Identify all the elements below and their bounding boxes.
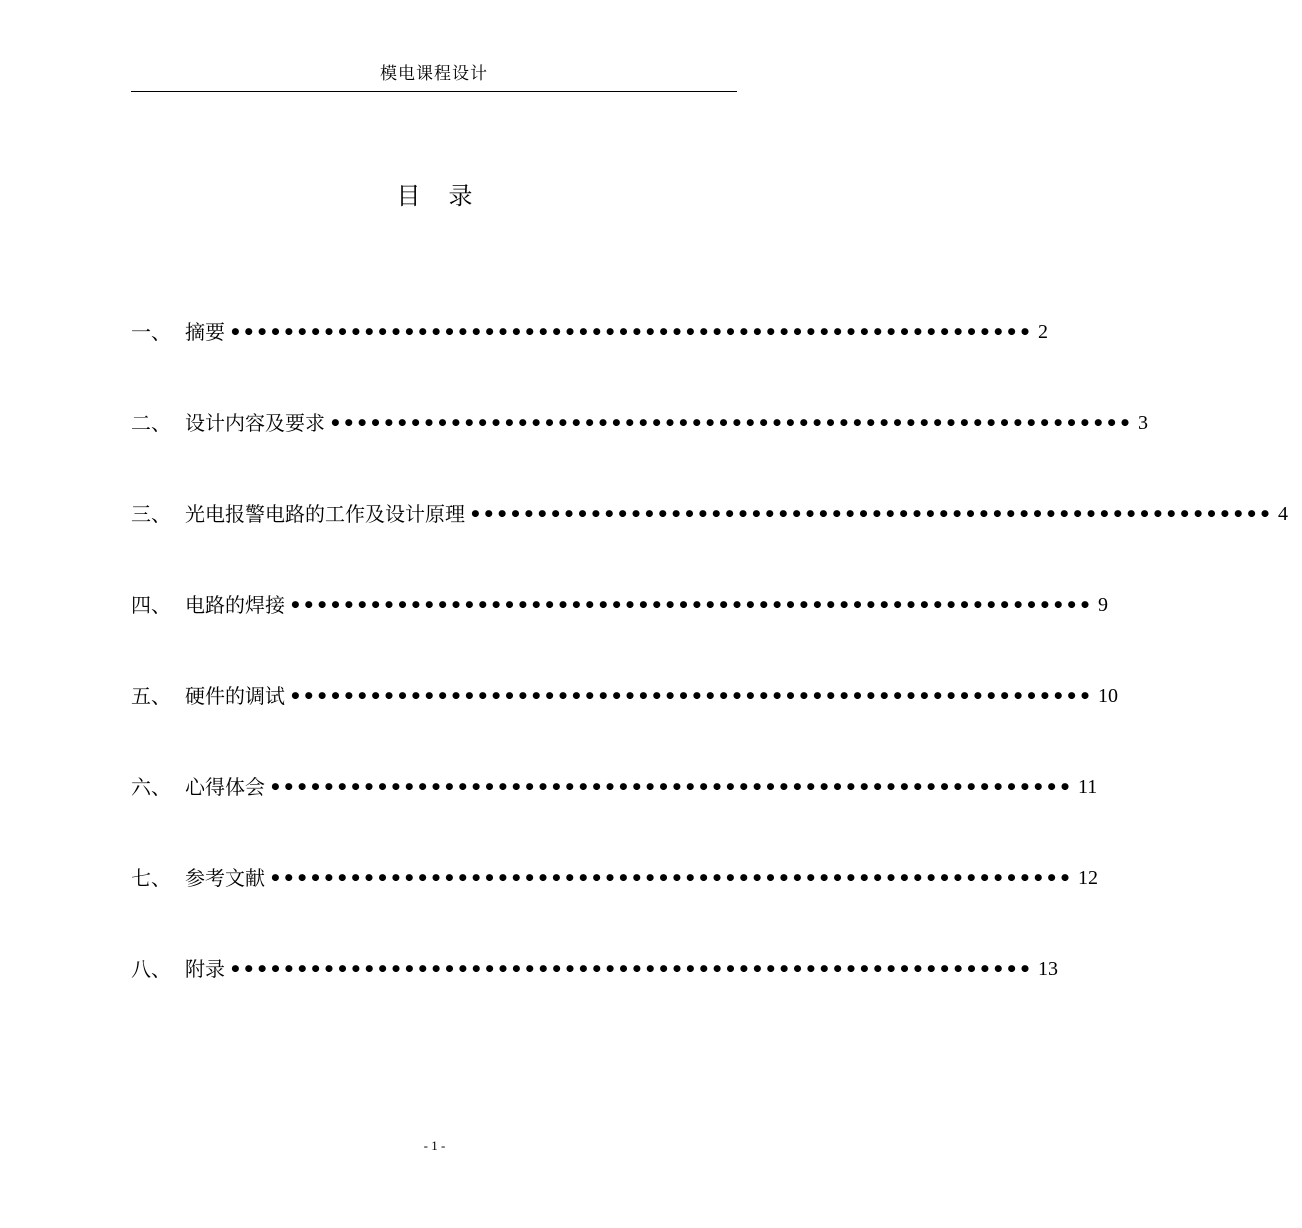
dot-leader: •••••••••••••••••••••••••••••••••••••••••••••••••••••••••••• [269,775,1072,799]
toc-item-label: 参考文献 [185,866,265,890]
header-title: 模电课程设计 [380,64,488,84]
toc-item-requirements[interactable] [131,401,1148,492]
toc-item-page: 3 [1138,412,1148,434]
toc-item-principle[interactable] [131,492,1288,583]
toc-item-number: 七、 [131,866,171,890]
toc-item-label: 心得体会 [185,775,265,799]
toc-item-soldering[interactable] [131,583,1108,674]
table-of-contents [131,310,1288,1038]
toc-item-label: 附录 [185,957,225,981]
dot-leader: •••••••••••••••••••••••••••••••••••••••••••••••••••••••••••• [289,684,1092,708]
toc-item-page: 9 [1098,594,1108,616]
dot-leader: •••••••••••••••••••••••••••••••••••••••••••••••••••••••••••• [269,866,1072,890]
toc-item-number: 六、 [131,775,171,799]
toc-item-number: 八、 [131,957,171,981]
dot-leader: •••••••••••••••••••••••••••••••••••••••••••••••••••••••••••• [329,411,1132,435]
toc-item-debugging[interactable] [131,674,1118,765]
toc-item-abstract[interactable] [131,310,1048,401]
dot-leader: •••••••••••••••••••••••••••••••••••••••••••••••••••••••••••• [229,957,1032,981]
dot-leader: •••••••••••••••••••••••••••••••••••••••••••••••••••••••••••• [469,502,1272,526]
toc-item-number: 二、 [131,411,171,435]
toc-item-page: 13 [1038,958,1058,980]
page-footer [0,1138,869,1154]
toc-item-label: 摘要 [185,320,225,344]
page-header [131,58,737,92]
toc-item-page: 12 [1078,867,1098,889]
toc-title-char-2: 录 [448,182,473,210]
toc-item-number: 四、 [131,593,171,617]
toc-title-char-1: 目 [396,182,421,210]
dot-leader: •••••••••••••••••••••••••••••••••••••••••••••••••••••••••••• [229,320,1032,344]
toc-item-label: 电路的焊接 [185,593,285,617]
page-number: - 1 - [423,1138,446,1153]
toc-item-page: 2 [1038,321,1048,343]
toc-item-reflections[interactable] [131,765,1098,856]
dot-leader: •••••••••••••••••••••••••••••••••••••••••••••••••••••••••••• [289,593,1092,617]
toc-item-number: 一、 [131,320,171,344]
toc-item-label: 硬件的调试 [185,684,285,708]
toc-item-appendix[interactable] [131,947,1058,1038]
toc-item-label: 设计内容及要求 [185,411,325,435]
toc-item-page: 10 [1098,685,1118,707]
toc-item-label: 光电报警电路的工作及设计原理 [185,502,465,526]
toc-title [0,176,869,216]
toc-item-page: 4 [1278,503,1288,525]
toc-item-page: 11 [1078,776,1098,798]
toc-item-number: 五、 [131,684,171,708]
toc-item-references[interactable] [131,856,1098,947]
toc-item-number: 三、 [131,502,171,526]
